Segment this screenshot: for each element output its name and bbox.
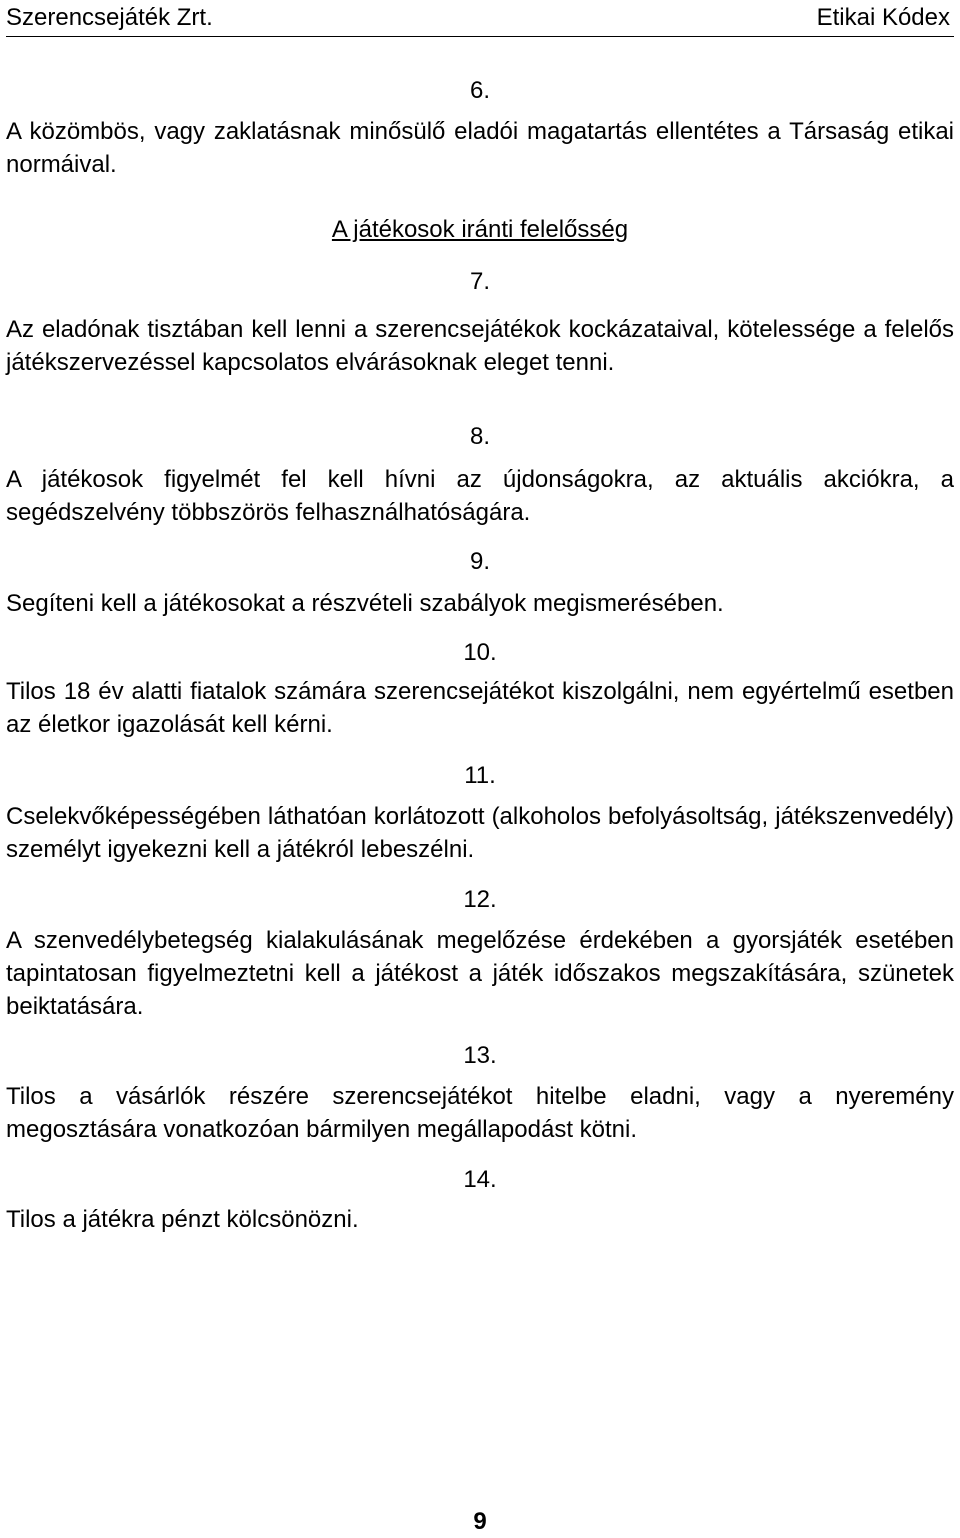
section-number: 13. (463, 1042, 497, 1069)
section-number: 8. (469, 423, 490, 450)
section-number: 11. (464, 762, 496, 789)
section-number: 12. (463, 886, 497, 913)
section-number: 7. (469, 268, 490, 295)
section-text: Tilos a játékra pénzt kölcsönözni. (6, 1206, 359, 1233)
section-text: Tilos a vásárlók részére szerencsejátékot hitelbe eladni, vagy a nyeremény megosztására vonatkozóan bármilyen megállapodást kötni. (6, 1083, 954, 1143)
header-document-title: Etikai Kódex (816, 4, 950, 31)
section-text: Az eladónak tisztában kell lenni a szerencsejátékok kockázataival, kötelessége a felelős játékszervezéssel kapcsolatos elvárásoknak eleget tenni. (6, 316, 954, 376)
section-text: A játékosok figyelmét fel kell hívni az újdonságokra, az aktuális akciókra, a segédszelvény többszörös felhasználhatóságára. (6, 466, 954, 526)
section-number: 9. (469, 548, 490, 575)
header-company: Szerencsejáték Zrt. (6, 4, 213, 31)
section-text: Cselekvőképességében láthatóan korlátozott (alkoholos befolyásoltság, játékszenvedély) személyt igyekezni kell a játékról lebeszélni. (6, 803, 954, 863)
section-text: A szenvedélybetegség kialakulásának megelőzése érdekében a gyorsjáték esetében tapintatosan figyelmeztetni kell a játékost a játék időszakos megszakítására, szünetek beiktatására. (6, 927, 954, 1020)
section-number: 6. (469, 77, 490, 104)
section-number: 10. (463, 639, 497, 666)
page-header (6, 0, 954, 37)
section-text: Tilos 18 év alatti fiatalok számára szerencsejátékot kiszolgálni, nem egyértelmű esetben az életkor igazolását kell kérni. (6, 678, 954, 738)
page-number: 9 (473, 1508, 487, 1535)
section-text: A közömbös, vagy zaklatásnak minősülő eladói magatartás ellentétes a Társaság etikai normáival. (6, 118, 954, 178)
section-heading: A játékosok iránti felelősség (331, 216, 629, 243)
section-number: 14. (463, 1166, 497, 1193)
section-text: Segíteni kell a játékosokat a részvételi szabályok megismerésében. (6, 590, 724, 617)
